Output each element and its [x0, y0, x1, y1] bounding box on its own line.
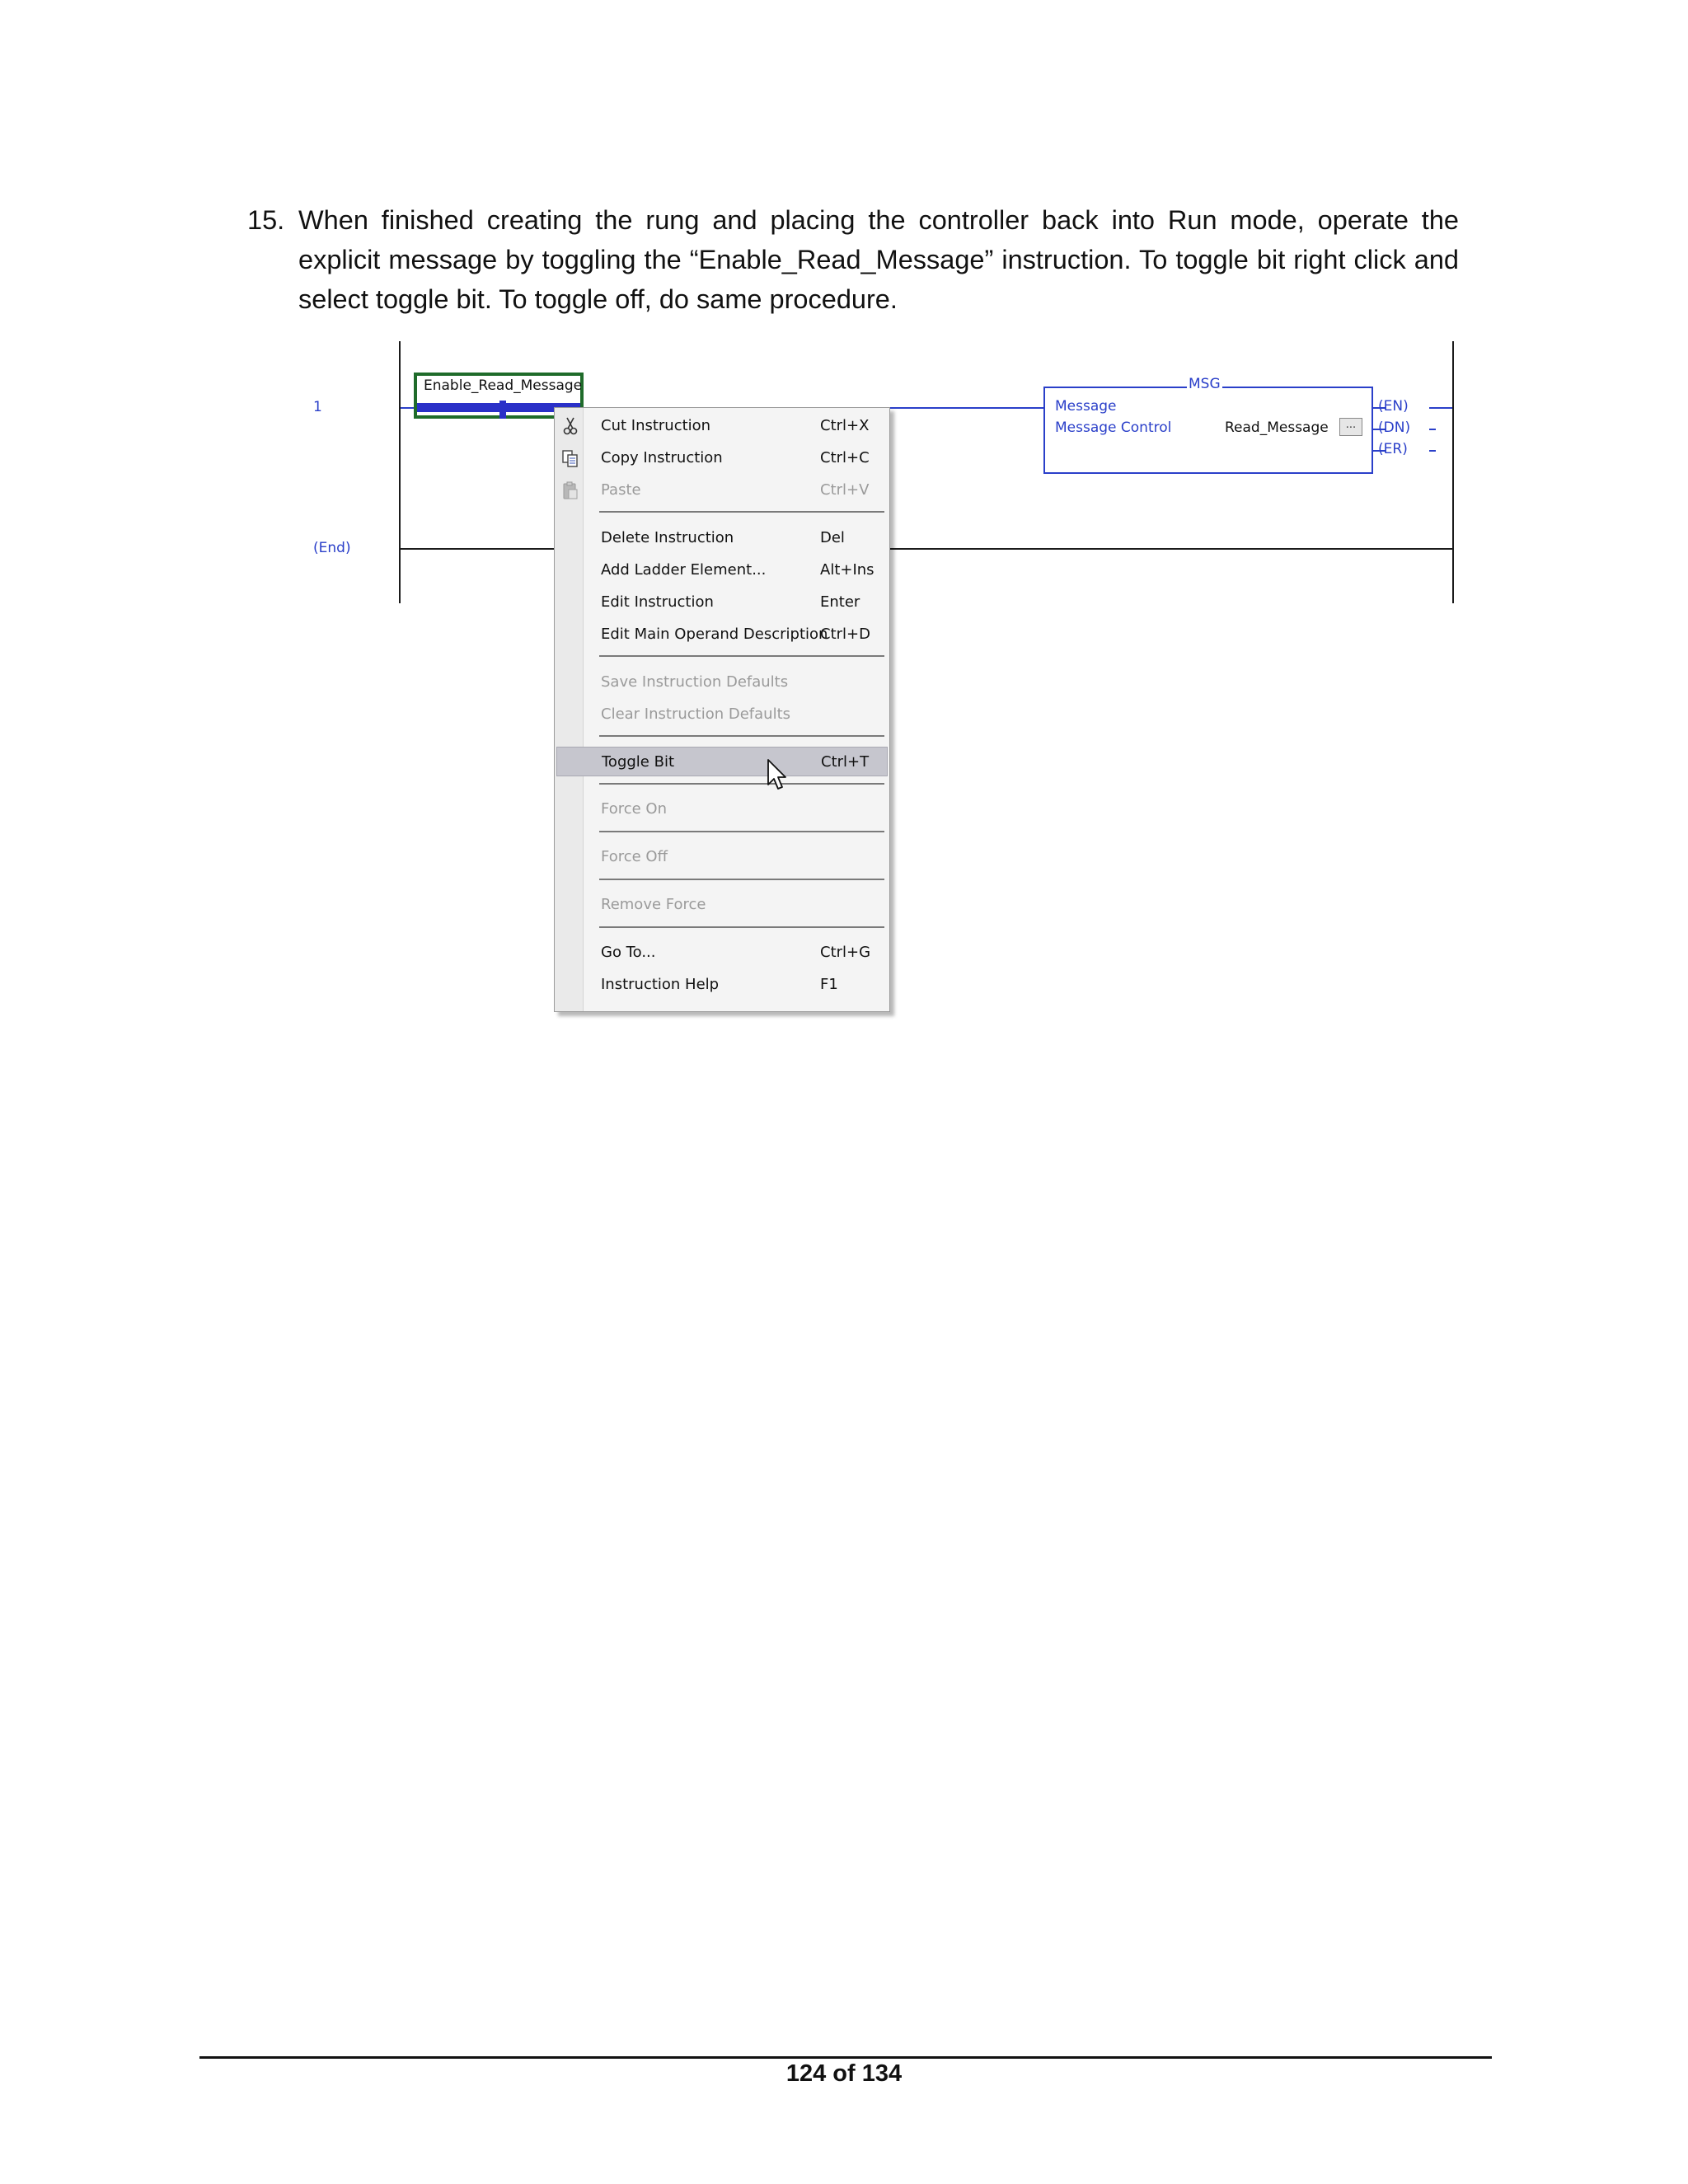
left-power-rail: [399, 341, 401, 603]
scissors-icon: [561, 416, 579, 436]
footer-rule: [199, 2056, 1492, 2059]
menu-item-remove-force: Remove Force: [601, 896, 706, 913]
rung-number: 1: [313, 399, 322, 415]
menu-item-go-to[interactable]: Go To... Ctrl+G: [601, 944, 871, 961]
msg-instruction-block[interactable]: [1043, 387, 1373, 474]
context-menu: [554, 407, 890, 1012]
menu-item-edit-instruction[interactable]: Edit Instruction Enter: [601, 593, 860, 611]
coil-dn: (DN): [1378, 419, 1411, 436]
menu-item-force-on: Force On: [601, 800, 667, 818]
menu-item-toggle-bit[interactable]: Toggle Bit Ctrl+T: [556, 747, 888, 776]
coil-er: (ER): [1378, 441, 1408, 457]
menu-separator: [599, 879, 884, 880]
msg-type-label: Message: [1055, 398, 1117, 415]
msg-config-button[interactable]: ...: [1339, 418, 1362, 436]
msg-control-label: Message Control: [1055, 419, 1172, 436]
menu-item-copy-instruction[interactable]: Copy Instruction Ctrl+C: [556, 443, 888, 473]
menu-separator: [599, 926, 884, 928]
clipboard-icon: [561, 480, 579, 500]
page-number: 124 of 134: [785, 2060, 903, 2087]
menu-separator: [599, 735, 884, 737]
menu-item-save-instruction-defaults: Save Instruction Defaults: [601, 673, 789, 691]
menu-separator: [599, 655, 884, 657]
step-text: When finished creating the rung and placing the controller back into Run mode, operate the explicit message by toggling the “Enable_Read_Message” instruction. To toggle bit right click and select toggle bit. To toggle off, do same procedure.: [298, 205, 1459, 314]
menu-item-force-off: Force Off: [601, 848, 668, 865]
menu-item-cut-instruction[interactable]: Cut Instruction Ctrl+X: [556, 411, 888, 441]
step-number: 15.: [247, 205, 285, 235]
menu-separator: [599, 831, 884, 832]
rung-wire: [890, 407, 1043, 409]
menu-separator: [599, 783, 884, 785]
rung-wire: [1429, 407, 1452, 409]
rung-wire: [1429, 450, 1436, 452]
rung-wire: [1429, 429, 1436, 430]
menu-item-edit-main-operand-description[interactable]: Edit Main Operand Description Ctrl+D: [601, 626, 870, 643]
msg-control-tag[interactable]: Read_Message: [1225, 419, 1329, 436]
coil-en: (EN): [1378, 398, 1409, 415]
menu-item-add-ladder-element[interactable]: Add Ladder Element... Alt+Ins: [601, 561, 874, 579]
rung-wire: [401, 407, 414, 409]
menu-item-delete-instruction[interactable]: Delete Instruction Del: [601, 529, 845, 546]
menu-item-paste: Paste Ctrl+V: [556, 476, 888, 505]
contact-tag: Enable_Read_Message: [424, 377, 583, 394]
copy-icon: [561, 448, 579, 468]
ladder-editor: [0, 0, 1688, 1030]
menu-item-instruction-help[interactable]: Instruction Help F1: [601, 976, 838, 993]
msg-title: MSG: [1189, 376, 1221, 392]
right-power-rail: [1452, 341, 1454, 603]
menu-item-clear-instruction-defaults: Clear Instruction Defaults: [601, 705, 791, 723]
end-rung-label: (End): [313, 540, 351, 556]
menu-separator: [599, 511, 884, 513]
mouse-cursor-icon: [767, 758, 788, 791]
contact-marker: [499, 401, 506, 419]
